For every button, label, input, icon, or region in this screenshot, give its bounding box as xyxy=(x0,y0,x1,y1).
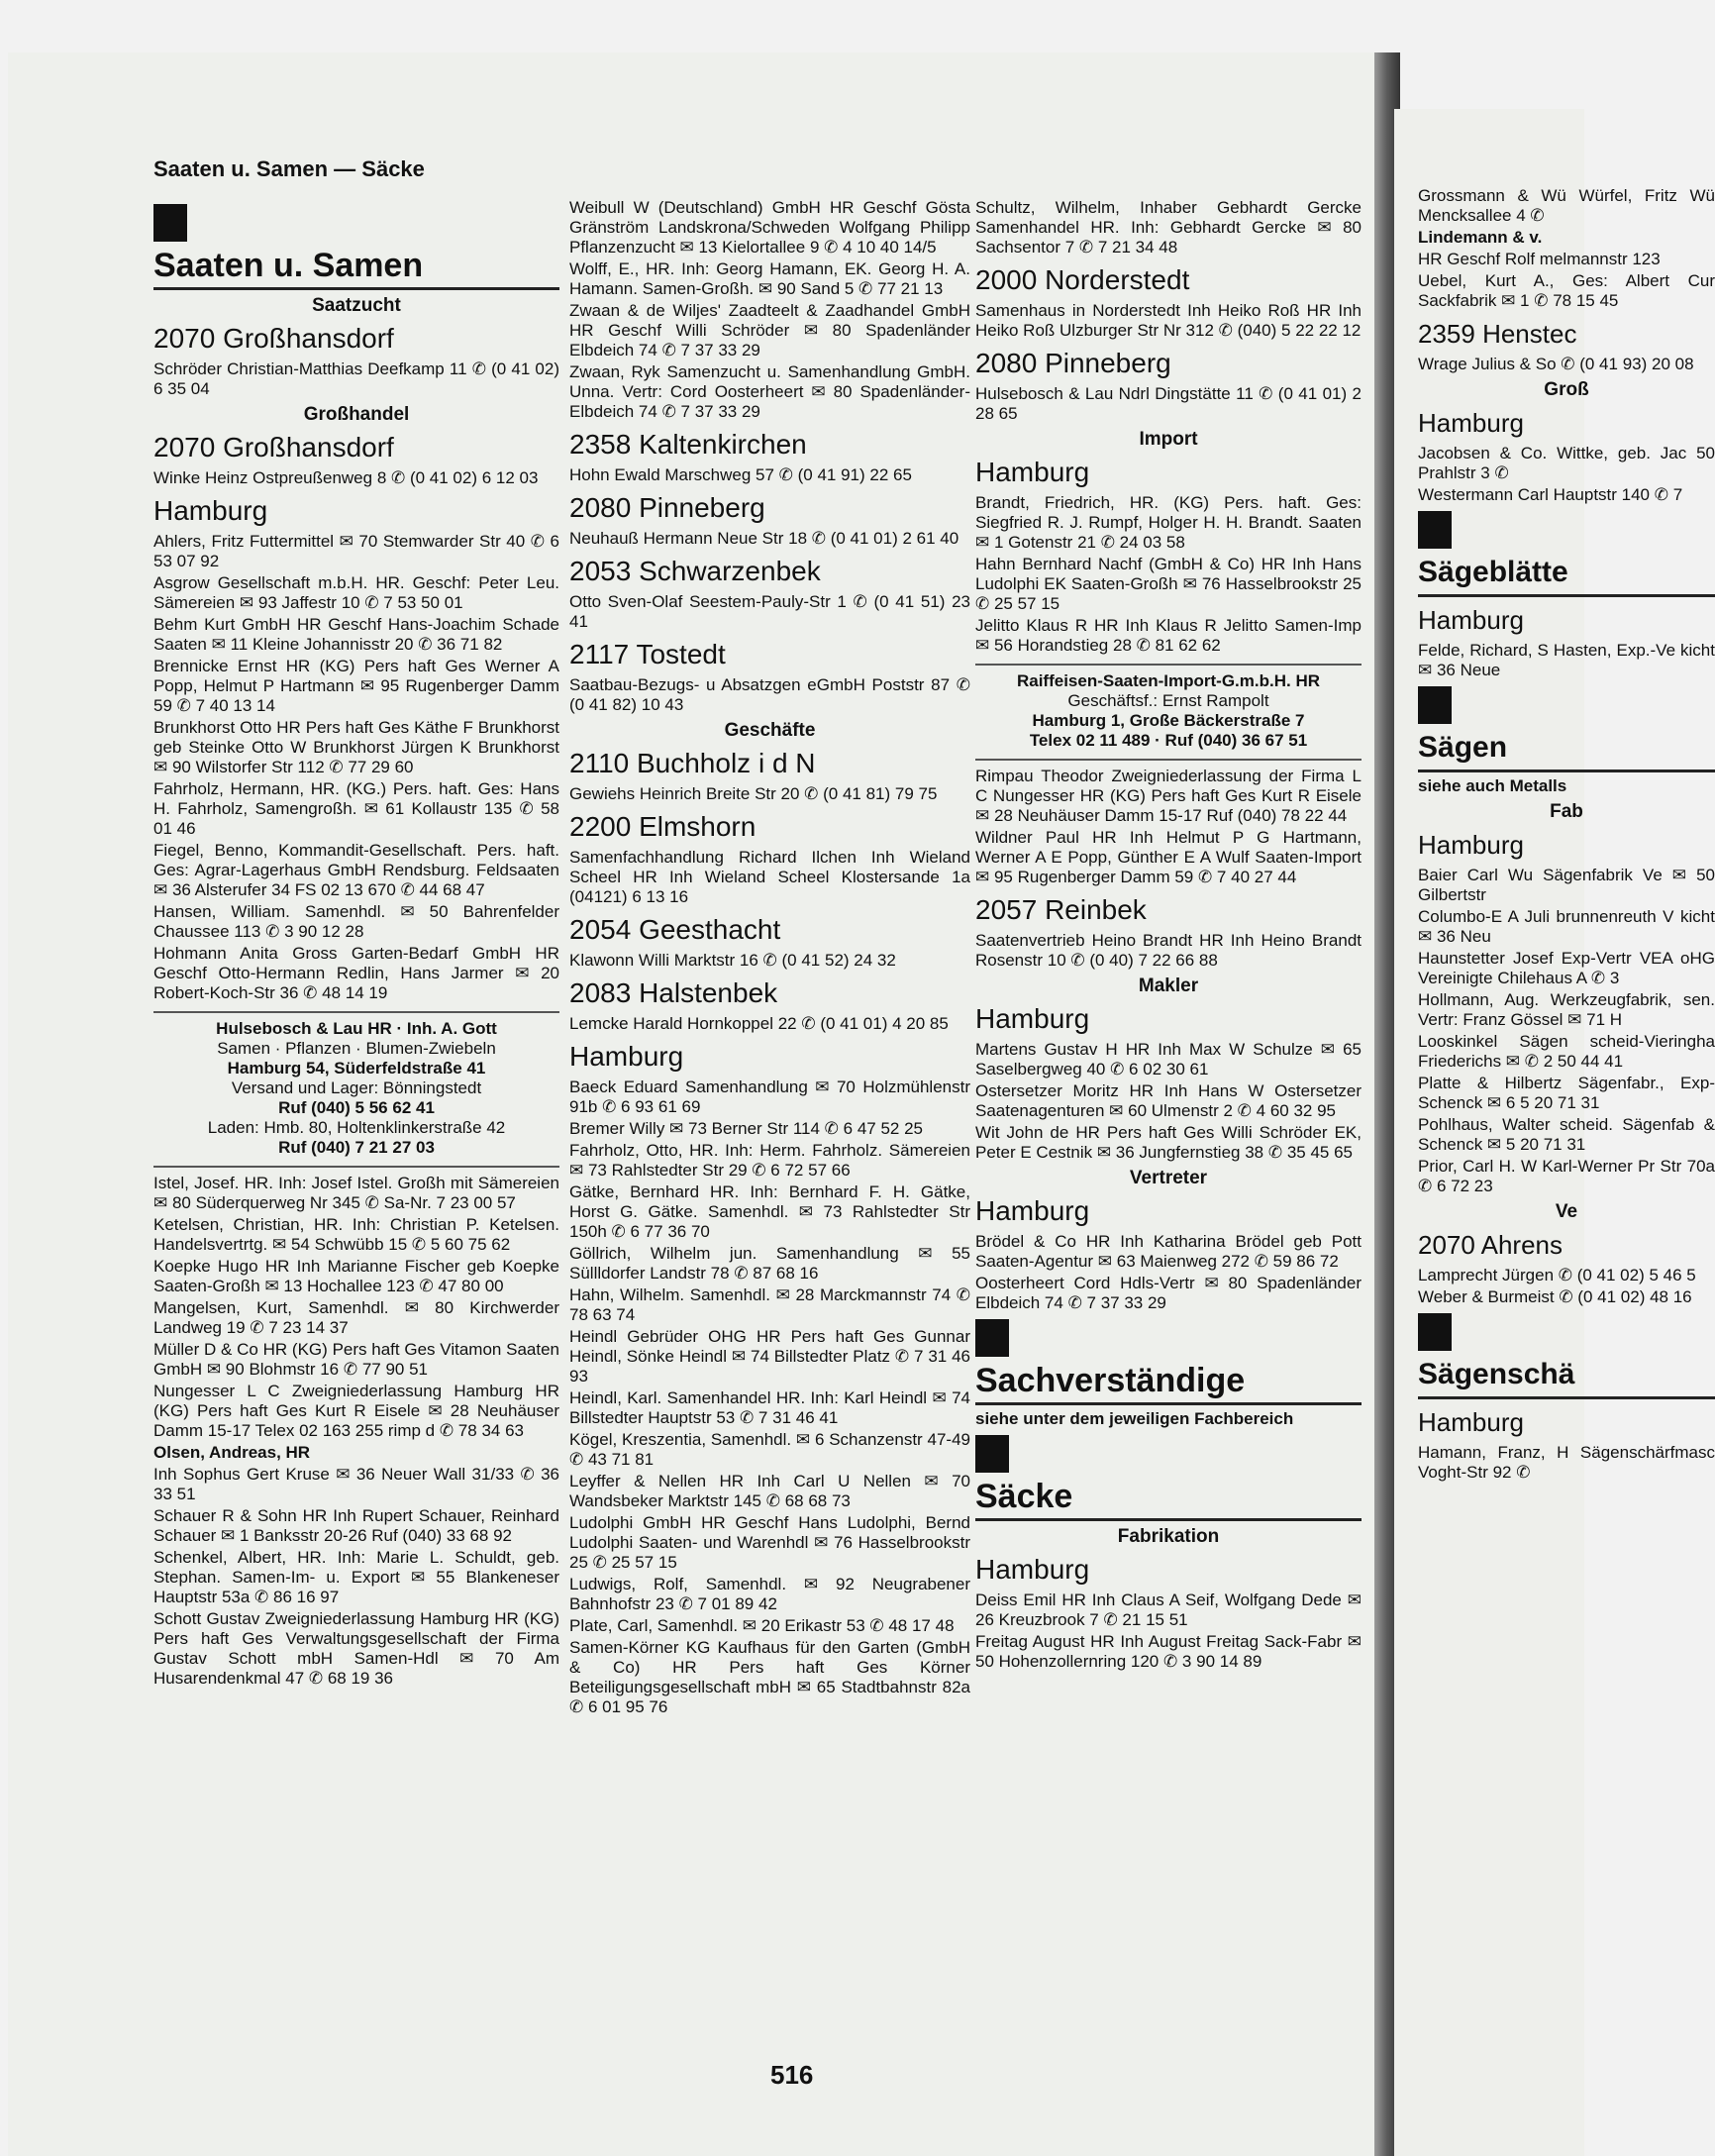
city-heading: Hamburg xyxy=(975,1195,1090,1226)
directory-entry: Wolff, E., HR. Inh: Georg Hamann, EK. Georg H. A. Hamann. Samen-Großh. ✉ 90 Sand 5 ✆ 77 21 13 xyxy=(569,259,970,298)
directory-entry: Bremer Willy ✉ 73 Berner Str 114 ✆ 6 47 52 25 xyxy=(569,1119,923,1138)
directory-entry: Schott Gustav Zweigniederlassung Hamburg HR (KG) Pers haft Ges Verwaltungsgesellschaft der Firma Gustav Schott mbH Samen-Hdl ✉ 70 Am Husarendenkmal 47 ✆ 68 19 36 xyxy=(153,1609,559,1688)
city-heading: Hamburg xyxy=(1418,1407,1524,1437)
city-heading: Hamburg xyxy=(975,1554,1090,1585)
directory-entry: Jelitto Klaus R HR Inh Klaus R Jelitto Samen-Imp ✉ 56 Horandstieg 28 ✆ 81 62 62 xyxy=(975,616,1362,655)
section-marker xyxy=(1418,1313,1452,1351)
directory-entry: Uebel, Kurt A., Ges: Albert Cur Sackfabrik ✉ 1 ✆ 78 15 45 xyxy=(1418,271,1715,310)
directory-entry: Rimpau Theodor Zweigniederlassung der Firma L C Nungesser HR (KG) Pers haft Ges Kurt R Eisele ✉ 28 Neuhäuser Damm 15-17 Ruf (040) 78 22 44 xyxy=(975,767,1362,825)
city-heading: Hamburg xyxy=(1418,605,1524,635)
directory-entry: Baier Carl Wu Sägenfabrik Ve ✉ 50 Gilbertstr xyxy=(1418,866,1715,904)
city-heading: 2110 Buchholz i d N xyxy=(569,748,816,778)
subheading: Import xyxy=(1139,429,1198,450)
ad-line: Laden: Hmb. 80, Holtenklinkerstraße 42 xyxy=(207,1118,506,1137)
section-heading: Säcke xyxy=(975,1477,1362,1521)
directory-entry: Hahn Bernhard Nachf (GmbH & Co) HR Inh Hans Ludolphi EK Saaten-Großh ✉ 76 Hasselbrookstr 25 ✆ 25 57 15 xyxy=(975,555,1362,613)
directory-entry: Ostersetzer Moritz HR Inh Hans W Ostersetzer Saatenagenturen ✉ 60 Ulmenstr 2 ✆ 4 60 32 95 xyxy=(975,1081,1362,1120)
city-heading: Hamburg xyxy=(153,495,268,526)
ad-line: Geschäftsf.: Ernst Rampolt xyxy=(1067,691,1269,710)
running-head: Saaten u. Samen — Säcke xyxy=(153,156,425,181)
directory-entry: Weber & Burmeist ✆ (0 41 02) 48 16 xyxy=(1418,1287,1692,1306)
ad-line-bold: Ruf (040) 7 21 27 03 xyxy=(278,1138,435,1157)
city-heading: 2000 Norderstedt xyxy=(975,264,1190,295)
directory-entry: Ketelsen, Christian, HR. Inh: Christian P. Ketelsen. Handelsvertrtg. ✉ 54 Schwübb 15 ✆ 5 60 75 62 xyxy=(153,1215,559,1254)
directory-entry: Hansen, William. Samenhdl. ✉ 50 Bahrenfelder Chaussee 113 ✆ 3 90 12 28 xyxy=(153,902,559,941)
directory-entry: Lamprecht Jürgen ✆ (0 41 02) 5 46 5 xyxy=(1418,1266,1696,1284)
section-heading: Sachverständige xyxy=(975,1361,1362,1405)
ad-line-bold: Hamburg 1, Große Bäckerstraße 7 xyxy=(1032,711,1305,730)
section-marker xyxy=(975,1435,1009,1473)
directory-entry: Wildner Paul HR Inh Helmut P G Hartmann, Werner A E Popp, Günther E A Wulf Saaten-Import ✉ 95 Rugenberger Damm 59 ✆ 7 40 27 44 xyxy=(975,828,1362,886)
directory-entry: Hulsebosch & Lau Ndrl Dingstätte 11 ✆ (0 41 01) 2 28 65 xyxy=(975,384,1362,423)
directory-entry: Weibull W (Deutschland) GmbH HR Geschf Gösta Gränström Landskrona/Schweden Wolfgang Philipp Pflanzenzucht ✉ 13 Kielortallee 9 ✆ 4 10 40 14/5 xyxy=(569,198,970,257)
city-heading: 2053 Schwarzenbek xyxy=(569,556,821,586)
directory-entry: Haunstetter Josef Exp-Vertr VEA oHG Vereinigte Chilehaus A ✆ 3 xyxy=(1418,949,1715,987)
city-heading: 2080 Pinneberg xyxy=(569,492,765,523)
section-marker xyxy=(1418,686,1452,724)
directory-entry: HR Geschf Rolf melmannstr 123 xyxy=(1418,250,1661,268)
directory-entry: Göllrich, Wilhelm jun. Samenhandlung ✉ 55 Süllldorfer Landstr 78 ✆ 87 68 16 xyxy=(569,1244,970,1283)
city-heading: 2054 Geesthacht xyxy=(569,914,781,945)
subheading: Groß xyxy=(1544,379,1589,400)
city-heading: 2070 Großhansdorf xyxy=(153,432,394,462)
directory-entry: Neuhauß Hermann Neue Str 18 ✆ (0 41 01) 2 61 40 xyxy=(569,529,959,548)
subheading: Makler xyxy=(1138,975,1199,996)
directory-entry: Oosterheert Cord Hdls-Vertr ✉ 80 Spadenländer Elbdeich 74 ✆ 7 37 33 29 xyxy=(975,1274,1362,1312)
directory-entry: Fahrholz, Hermann, HR. (KG.) Pers. haft. Ges: Hans H. Fahrholz, Samengroßh. ✉ 61 Kollaustr 135 ✆ 58 01 46 xyxy=(153,779,559,838)
directory-entry: Mangelsen, Kurt, Samenhdl. ✉ 80 Kirchwerder Landweg 19 ✆ 7 23 14 37 xyxy=(153,1298,559,1337)
directory-entry: Martens Gustav H HR Inh Max W Schulze ✉ 65 Saselbergweg 40 ✆ 6 02 30 61 xyxy=(975,1040,1362,1078)
directory-entry: Deiss Emil HR Inh Claus A Seif, Wolfgang Dede ✉ 26 Kreuzbrook 7 ✆ 21 15 51 xyxy=(975,1591,1362,1629)
directory-entry: Pohlhaus, Walter scheid. Sägenfab & Schenck ✉ 5 20 71 31 xyxy=(1418,1115,1715,1154)
section-marker xyxy=(153,204,187,242)
directory-entry: Ludolphi GmbH HR Geschf Hans Ludolphi, Bernd Ludolphi Saaten- und Warenhdl ✉ 76 Hasselbrookstr 25 ✆ 25 57 15 xyxy=(569,1513,970,1572)
city-heading: 2057 Reinbek xyxy=(975,894,1147,925)
ad-line-bold: Raiffeisen-Saaten-Import-G.m.b.H. HR xyxy=(1016,671,1321,690)
directory-entry-bold: siehe auch Metalls xyxy=(1418,776,1567,795)
ad-line-bold: Hamburg 54, Süderfeldstraße 41 xyxy=(227,1059,486,1078)
directory-entry: Heindl Gebrüder OHG HR Pers haft Ges Gunnar Heindl, Sönke Heindl ✉ 74 Billstedter Platz ✆ 7 31 46 93 xyxy=(569,1327,970,1386)
directory-entry: Zwaan & de Wiljes' Zaadteelt & Zaadhandel GmbH HR Geschf Willi Schröder ✉ 80 Spadenländer Elbdeich 74 ✆ 7 37 33 29 xyxy=(569,301,970,359)
directory-entry: Schröder Christian-Matthias Deefkamp 11 ✆ (0 41 02) 6 35 04 xyxy=(153,359,559,398)
column-1 xyxy=(153,198,559,1691)
subheading: Großhandel xyxy=(303,404,410,425)
city-heading: 2070 Großhansdorf xyxy=(153,323,394,354)
page-number: 516 xyxy=(770,2060,814,2090)
directory-entry: Koepke Hugo HR Inh Marianne Fischer geb Koepke Saaten-Großh ✉ 13 Hochallee 123 ✆ 47 80 00 xyxy=(153,1257,559,1295)
directory-entry: Behm Kurt GmbH HR Geschf Hans-Joachim Schade Saaten ✉ 11 Kleine Johannisstr 20 ✆ 36 71 82 xyxy=(153,615,559,654)
directory-entry-bold: siehe unter dem jeweiligen Fachbereich xyxy=(975,1409,1294,1428)
ad-line: Samen · Pflanzen · Blumen-Zwiebeln xyxy=(217,1039,496,1058)
directory-entry: Platte & Hilbertz Sägenfabr., Exp- Schenck ✉ 6 5 20 71 31 xyxy=(1418,1074,1715,1112)
directory-entry: Schultz, Wilhelm, Inhaber Gebhardt Gercke Samenhandel HR. Inh: Gebhardt Gercke ✉ 80 Sachsentor 7 ✆ 7 21 34 48 xyxy=(975,198,1362,257)
divider xyxy=(975,664,1362,666)
directory-entry: Brödel & Co HR Inh Katharina Brödel geb Pott Saaten-Agentur ✉ 63 Maienweg 272 ✆ 59 86 72 xyxy=(975,1232,1362,1271)
ad-line: Versand und Lager: Bönningstedt xyxy=(231,1078,482,1097)
directory-entry: Westermann Carl Hauptstr 140 ✆ 7 xyxy=(1418,485,1683,504)
directory-entry: Samenfachhandlung Richard Ilchen Inh Wieland Scheel HR Inh Wieland Scheel Klostersande 1a (04121) 6 13 16 xyxy=(569,848,970,906)
directory-entry: Hahn, Wilhelm. Samenhdl. ✉ 28 Marckmannstr 74 ✆ 78 63 74 xyxy=(569,1285,970,1324)
directory-entry: Asgrow Gesellschaft m.b.H. HR. Geschf: Peter Leu. Sämereien ✉ 93 Jaffestr 10 ✆ 7 53 50 01 xyxy=(153,573,559,612)
directory-entry: Wit John de HR Pers haft Ges Willi Schröder EK, Peter E Cestnik ✉ 36 Jungfernstieg 38 ✆ 35 45 65 xyxy=(975,1123,1362,1162)
directory-entry: Jacobsen & Co. Wittke, geb. Jac 50 Prahlstr 3 ✆ xyxy=(1418,444,1715,482)
directory-entry-bold: Olsen, Andreas, HR xyxy=(153,1443,311,1462)
city-heading: 2200 Elmshorn xyxy=(569,811,757,842)
directory-entry: Wrage Julius & So ✆ (0 41 93) 20 08 xyxy=(1418,355,1694,373)
directory-entry: Gewiehs Heinrich Breite Str 20 ✆ (0 41 81) 79 75 xyxy=(569,784,938,803)
city-heading: 2359 Henstec xyxy=(1418,319,1577,349)
city-heading: Hamburg xyxy=(975,1003,1090,1034)
directory-entry: Schauer R & Sohn HR Inh Rupert Schauer, Reinhard Schauer ✉ 1 Banksstr 20-26 Ruf (040) 33 68 92 xyxy=(153,1506,559,1545)
directory-entry: Brunkhorst Otto HR Pers haft Ges Käthe F Brunkhorst geb Steinke Otto W Brunkhorst Jürgen K Brunkhorst ✉ 90 Wilstorfer Str 112 ✆ 77 29 60 xyxy=(153,718,559,776)
directory-entry: Hohmann Anita Gross Garten-Bedarf GmbH HR Geschf Otto-Hermann Redlin, Hans Jarmer ✉ 20 Robert-Koch-Str 36 ✆ 48 14 19 xyxy=(153,944,559,1002)
directory-entry: Fiegel, Benno, Kommandit-Gesellschaft. Pers. haft. Ges: Agrar-Lagerhaus GmbH Rendsburg. Feldsaaten ✉ 36 Alsterufer 34 FS 02 13 670 ✆ 44 68 47 xyxy=(153,841,559,899)
section-marker xyxy=(975,1319,1009,1357)
directory-entry: Freitag August HR Inh August Freitag Sack-Fabr ✉ 50 Hohenzollernring 120 ✆ 3 90 14 89 xyxy=(975,1632,1362,1671)
directory-entry: Hohn Ewald Marschweg 57 ✆ (0 41 91) 22 65 xyxy=(569,465,912,484)
subheading: Saatzucht xyxy=(312,295,401,316)
directory-entry: Klawonn Willi Marktstr 16 ✆ (0 41 52) 24 32 xyxy=(569,951,896,970)
directory-entry: Hollmann, Aug. Werkzeugfabrik, sen. Vertr: Franz Gössel ✉ 71 H xyxy=(1418,990,1715,1029)
right-page-column xyxy=(1418,186,1715,1485)
city-heading: Hamburg xyxy=(1418,408,1524,438)
directory-entry: Fahrholz, Otto, HR. Inh: Herm. Fahrholz. Sämereien ✉ 73 Rahlstedter Str 29 ✆ 6 72 57 66 xyxy=(569,1141,970,1180)
city-heading: 2083 Halstenbek xyxy=(569,977,778,1008)
section-heading: Sägen xyxy=(1418,728,1715,772)
subheading: Fab xyxy=(1550,801,1583,822)
directory-entry: Looskinkel Sägen scheid-Vieringha Friederichs ✉ ✆ 2 50 44 41 xyxy=(1418,1032,1715,1071)
directory-entry: Zwaan, Ryk Samenzucht u. Samenhandlung GmbH. Unna. Vertr: Cord Oosterheert ✉ 80 Spadenländer-Elbdeich 74 ✆ 7 37 33 29 xyxy=(569,362,970,421)
directory-entry: Kögel, Kreszentia, Samenhdl. ✉ 6 Schanzenstr 47-49 ✆ 43 71 81 xyxy=(569,1430,970,1469)
city-heading: Hamburg xyxy=(975,457,1090,487)
subheading: Vertreter xyxy=(1129,1168,1208,1188)
city-heading: 2080 Pinneberg xyxy=(975,348,1171,378)
directory-entry: Lemcke Harald Hornkoppel 22 ✆ (0 41 01) 4 20 85 xyxy=(569,1014,949,1033)
section-heading: Saaten u. Samen xyxy=(153,246,559,290)
directory-entry: Prior, Carl H. W Karl-Werner Pr Str 70a ✆ 6 72 23 xyxy=(1418,1157,1715,1195)
directory-entry: Saatenvertrieb Heino Brandt HR Inh Heino Brandt Rosenstr 10 ✆ (0 40) 7 22 66 88 xyxy=(975,931,1362,970)
ad-line-bold: Hulsebosch & Lau HR · Inh. A. Gott xyxy=(216,1019,497,1038)
directory-entry: Müller D & Co HR (KG) Pers haft Ges Vitamon Saaten GmbH ✉ 90 Blohmstr 16 ✆ 77 90 51 xyxy=(153,1340,559,1379)
subheading: Fabrikation xyxy=(1117,1526,1220,1547)
section-marker xyxy=(1418,511,1452,549)
directory-entry: Columbo-E A Juli brunnenreuth V kicht ✉ 36 Neu xyxy=(1418,907,1715,946)
directory-entry: Plate, Carl, Samenhdl. ✉ 20 Erikastr 53 ✆ 48 17 48 xyxy=(569,1616,955,1635)
directory-entry: Hamann, Franz, H Sägenschärfmasc Voght-Str 92 ✆ xyxy=(1418,1443,1715,1482)
ad-line-bold: Telex 02 11 489 · Ruf (040) 36 67 51 xyxy=(1029,731,1308,750)
directory-entry: Samenhaus in Norderstedt Inh Heiko Roß HR Inh Heiko Roß Ulzburger Str Nr 312 ✆ (040) 5 22 22 12 xyxy=(975,301,1362,340)
divider xyxy=(975,759,1362,761)
ad-line-bold: Ruf (040) 5 56 62 41 xyxy=(278,1098,435,1117)
directory-entry: Ahlers, Fritz Futtermittel ✉ 70 Stemwarder Str 40 ✆ 6 53 07 92 xyxy=(153,532,559,570)
directory-entry-bold: Lindemann & v. xyxy=(1418,228,1543,247)
subheading: Geschäfte xyxy=(724,720,816,741)
section-heading: Sägenschä xyxy=(1418,1355,1715,1399)
directory-entry: Brennicke Ernst HR (KG) Pers haft Ges Werner A Popp, Helmut P Hartmann ✉ 95 Rugenberger Damm 59 ✆ 7 40 13 14 xyxy=(153,657,559,715)
directory-entry: Baeck Eduard Samenhandlung ✉ 70 Holzmühlenstr 91b ✆ 6 93 61 69 xyxy=(569,1078,970,1116)
directory-entry: Winke Heinz Ostpreußenweg 8 ✆ (0 41 02) 6 12 03 xyxy=(153,468,539,487)
directory-entry: Saatbau-Bezugs- u Absatzgen eGmbH Poststr 87 ✆ (0 41 82) 10 43 xyxy=(569,675,970,714)
directory-entry: Gätke, Bernhard HR. Inh: Bernhard F. H. Gätke, Horst G. Gätke. Samenhdl. ✉ 73 Rahlstedter Str 150h ✆ 6 77 36 70 xyxy=(569,1182,970,1241)
directory-entry: Heindl, Karl. Samenhandel HR. Inh: Karl Heindl ✉ 74 Billstedter Hauptstr 53 ✆ 7 31 46 41 xyxy=(569,1388,970,1427)
directory-entry: Nungesser L C Zweigniederlassung Hamburg HR (KG) Pers haft Ges Kurt R Eisele ✉ 28 Neuhäuser Damm 15-17 Telex 02 163 255 rimp d ✆ 78 34 63 xyxy=(153,1382,559,1440)
column-3 xyxy=(975,198,1362,1674)
subheading: Ve xyxy=(1555,1201,1578,1222)
divider xyxy=(153,1166,559,1168)
directory-entry: Ludwigs, Rolf, Samenhdl. ✉ 92 Neugrabener Bahnhofstr 23 ✆ 7 01 89 42 xyxy=(569,1575,970,1613)
directory-entry: Leyffer & Nellen HR Inh Carl U Nellen ✉ 70 Wandsbeker Marktstr 145 ✆ 68 68 73 xyxy=(569,1472,970,1510)
directory-entry: Brandt, Friedrich, HR. (KG) Pers. haft. Ges: Siegfried R. J. Rumpf, Holger H. H. Brandt. Saaten ✉ 1 Gotenstr 21 ✆ 24 03 58 xyxy=(975,493,1362,552)
directory-entry: Grossmann & Wü Würfel, Fritz Wü Mencksallee 4 ✆ xyxy=(1418,186,1715,225)
directory-entry: Istel, Josef. HR. Inh: Josef Istel. Großh mit Sämereien ✉ 80 Süderquerweg Nr 345 ✆ Sa-Nr. 7 23 00 57 xyxy=(153,1174,559,1212)
city-heading: Hamburg xyxy=(1418,830,1524,860)
column-2 xyxy=(569,198,970,1719)
directory-entry: Schenkel, Albert, HR. Inh: Marie L. Schuldt, geb. Stephan. Samen-Im- u. Export ✉ 55 Blankeneser Hauptstr 53a ✆ 86 16 97 xyxy=(153,1548,559,1606)
directory-entry: Inh Sophus Gert Kruse ✉ 36 Neuer Wall 31/33 ✆ 36 33 51 xyxy=(153,1465,559,1503)
section-heading: Sägeblätte xyxy=(1418,553,1715,597)
city-heading: Hamburg xyxy=(569,1041,684,1072)
divider xyxy=(153,1011,559,1013)
directory-entry: Felde, Richard, S Hasten, Exp.-Ve kicht ✉ 36 Neue xyxy=(1418,641,1715,679)
directory-entry: Samen-Körner KG Kaufhaus für den Garten (GmbH & Co) HR Pers haft Ges Körner Beteiligungsgesellschaft mbH ✉ 65 Stadtbahnstr 82a ✆ 6 01 95 76 xyxy=(569,1638,970,1716)
city-heading: 2358 Kaltenkirchen xyxy=(569,429,807,460)
city-heading: 2070 Ahrens xyxy=(1418,1230,1564,1260)
city-heading: 2117 Tostedt xyxy=(569,639,726,669)
directory-entry: Otto Sven-Olaf Seestem-Pauly-Str 1 ✆ (0 41 51) 23 41 xyxy=(569,592,970,631)
